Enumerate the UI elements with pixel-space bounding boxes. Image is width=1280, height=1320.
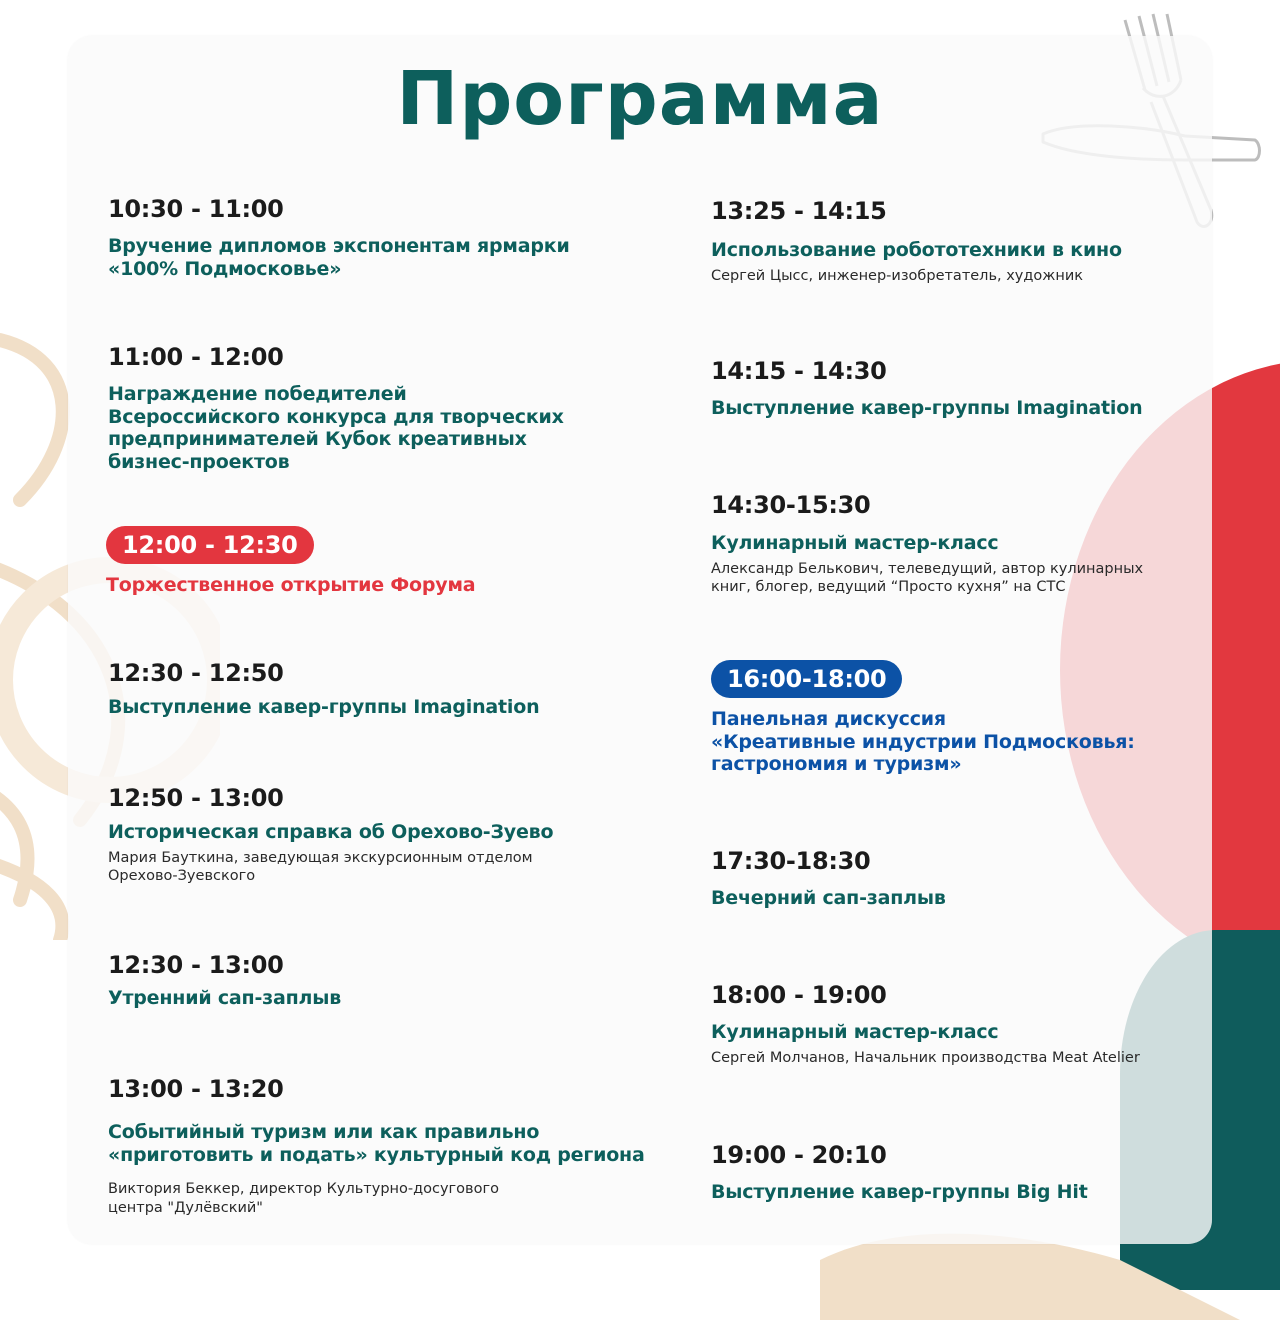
event-title: Торжественное открытие Форума [106, 574, 476, 596]
time-label: 18:00 - 19:00 [711, 981, 887, 1009]
schedule-item [711, 491, 1143, 597]
time-label: 10:30 - 11:00 [108, 195, 284, 223]
schedule-item [711, 847, 946, 910]
speaker-info: Мария Бауткина, заведующая экскурсионным отделом Орехово-Зуевского [108, 849, 533, 884]
schedule-item-highlighted [106, 526, 475, 597]
time-badge: 12:00 - 12:30 [106, 526, 314, 564]
speaker-info: Сергей Молчанов, Начальник производства Meat Atelier [711, 1049, 1140, 1066]
event-title: Выступление кавер-группы Imagination [711, 397, 1143, 419]
time-label: 14:15 - 14:30 [711, 357, 887, 385]
schedule-item [108, 343, 564, 473]
time-label: 13:25 - 14:15 [711, 197, 887, 225]
event-title: Вручение дипломов экспонентам ярмарки «100% Подмосковье» [108, 235, 570, 280]
event-title: Вечерний сап-заплыв [711, 887, 946, 909]
speaker-info: Александр Белькович, телеведущий, автор кулинарных книг, блогер, ведущий “Просто кухня” на СТС [711, 560, 1144, 595]
event-title: Кулинарный мастер-класс [711, 532, 999, 554]
event-title: Награждение победителей Всероссийского конкурса для творческих предпринимателей Кубок креативных бизнес-проектов [108, 383, 564, 473]
speaker-info: Виктория Беккер, директор Культурно-досугового центра "Дулёвский" [108, 1181, 499, 1216]
schedule-item [108, 951, 341, 1010]
time-label: 12:30 - 12:50 [108, 659, 284, 687]
schedule-item [711, 981, 1140, 1067]
event-title: Историческая справка об Орехово-Зуево [108, 821, 554, 843]
event-title: Кулинарный мастер-класс [711, 1021, 999, 1043]
schedule-item [108, 195, 570, 280]
time-label: 14:30-15:30 [711, 491, 871, 519]
page-title: Программа [396, 56, 884, 142]
time-label: 17:30-18:30 [711, 847, 871, 875]
time-label: 11:00 - 12:00 [108, 343, 284, 371]
schedule-item [711, 357, 1142, 420]
schedule-item [711, 1141, 1088, 1204]
speaker-info: Сергей Цысс, инженер-изобретатель, художник [711, 267, 1084, 284]
event-title: Событийный туризм или как правильно «приготовить и подать» культурный код региона [108, 1121, 645, 1166]
event-title: Утренний сап-заплыв [108, 987, 342, 1009]
time-label: 19:00 - 20:10 [711, 1141, 887, 1169]
time-badge: 16:00-18:00 [711, 660, 902, 698]
event-title: Выступление кавер-группы Imagination [108, 696, 540, 718]
time-label: 13:00 - 13:20 [108, 1075, 284, 1103]
event-title: Выступление кавер-группы Big Hit [711, 1181, 1088, 1203]
schedule-item [108, 659, 539, 719]
schedule-item [108, 1075, 645, 1217]
event-title: Использование робототехники в кино [711, 239, 1122, 261]
schedule-item-highlighted [711, 660, 1135, 776]
schedule-item [711, 197, 1122, 285]
event-title: Панельная дискуссия «Креативные индустрии Подмосковья: гастрономия и туризм» [711, 708, 1135, 775]
time-label: 12:50 - 13:00 [108, 784, 284, 812]
time-label: 12:30 - 13:00 [108, 951, 284, 979]
schedule-item [108, 784, 553, 886]
